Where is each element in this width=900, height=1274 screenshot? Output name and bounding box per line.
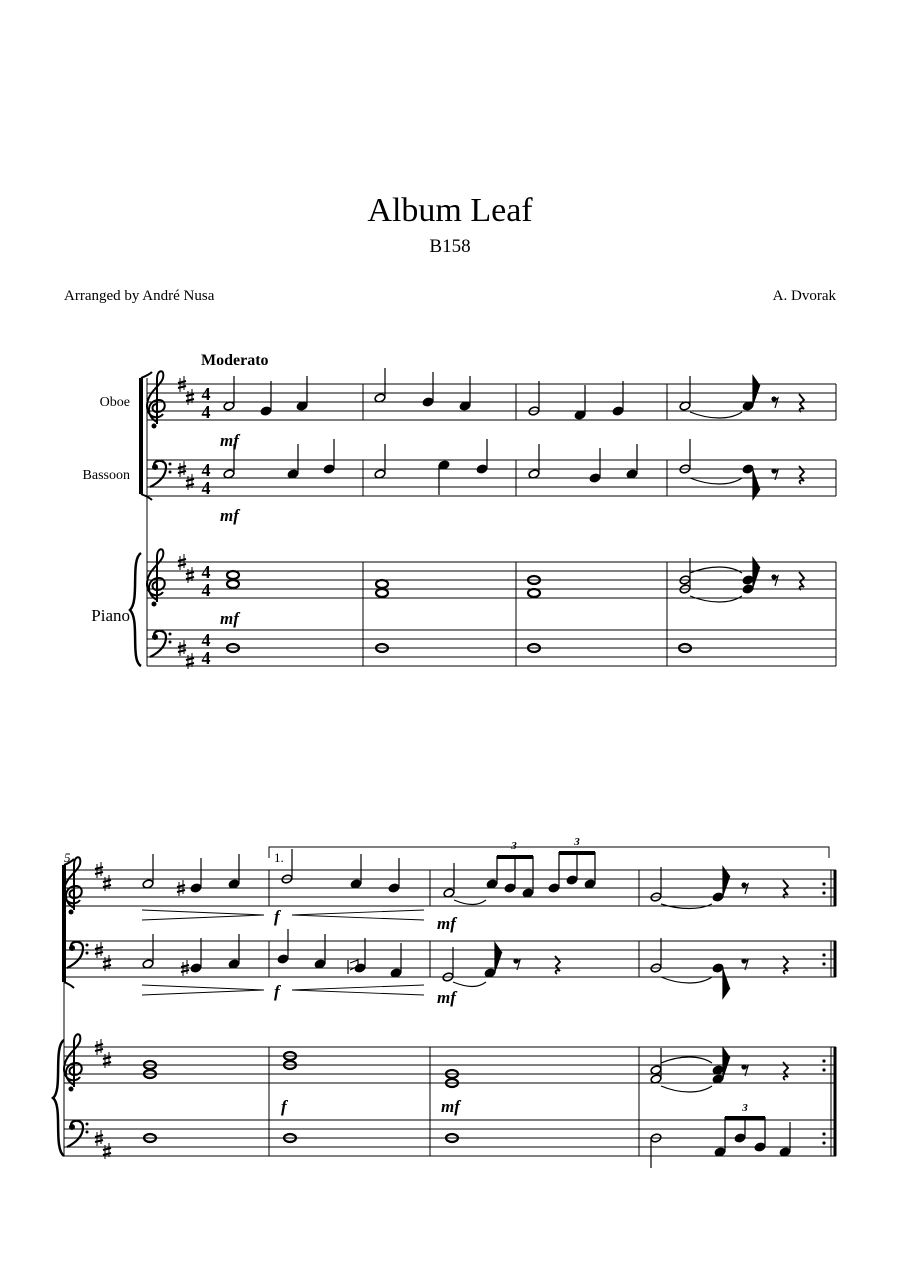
time-sig-den: 4: [201, 402, 211, 422]
svg-text:f: f: [281, 1097, 287, 1116]
piano-brace: [130, 553, 141, 666]
volta-bracket: [269, 847, 829, 858]
dynamic-mf: mf: [220, 431, 239, 450]
svg-text:mf: mf: [437, 914, 456, 933]
svg-text:4: 4: [201, 562, 211, 582]
crescendo-hairpin: [142, 910, 264, 920]
svg-text:f: f: [274, 982, 280, 1001]
time-sig-num: 4: [201, 384, 211, 404]
arranger-credit: Arranged by André Nusa: [64, 288, 215, 304]
oboe-label: Oboe: [99, 395, 130, 410]
piece-title: Album Leaf: [367, 192, 533, 229]
svg-text:mf: mf: [437, 988, 456, 1007]
system-2: [53, 836, 836, 1168]
tempo-marking: Moderato: [201, 352, 269, 369]
svg-text:4: 4: [201, 630, 211, 650]
svg-text:4: 4: [201, 580, 211, 600]
svg-text:3: 3: [511, 840, 517, 852]
measure-number: 5: [64, 850, 71, 865]
svg-text:3: 3: [574, 836, 580, 848]
bassoon-label: Bassoon: [82, 468, 130, 483]
svg-text:4: 4: [201, 648, 211, 668]
volta-label: 1.: [274, 850, 284, 865]
piano-label: Piano: [91, 606, 130, 625]
oboe-notes: [223, 368, 804, 420]
piano-brace-2: [53, 1040, 64, 1156]
svg-text:f: f: [274, 907, 280, 926]
svg-text:4: 4: [201, 460, 211, 480]
svg-text:mf: mf: [441, 1097, 460, 1116]
svg-text:4: 4: [201, 478, 211, 498]
diminuendo-hairpin: [292, 910, 424, 920]
composer-credit: A. Dvorak: [772, 288, 836, 304]
svg-text:mf: mf: [220, 506, 239, 525]
svg-text:3: 3: [742, 1102, 748, 1114]
system-1: [83, 352, 836, 669]
svg-text:mf: mf: [220, 609, 239, 628]
staves: [147, 384, 836, 666]
repeat-barlines: [822, 870, 835, 1156]
catalog-number: B158: [429, 236, 471, 257]
